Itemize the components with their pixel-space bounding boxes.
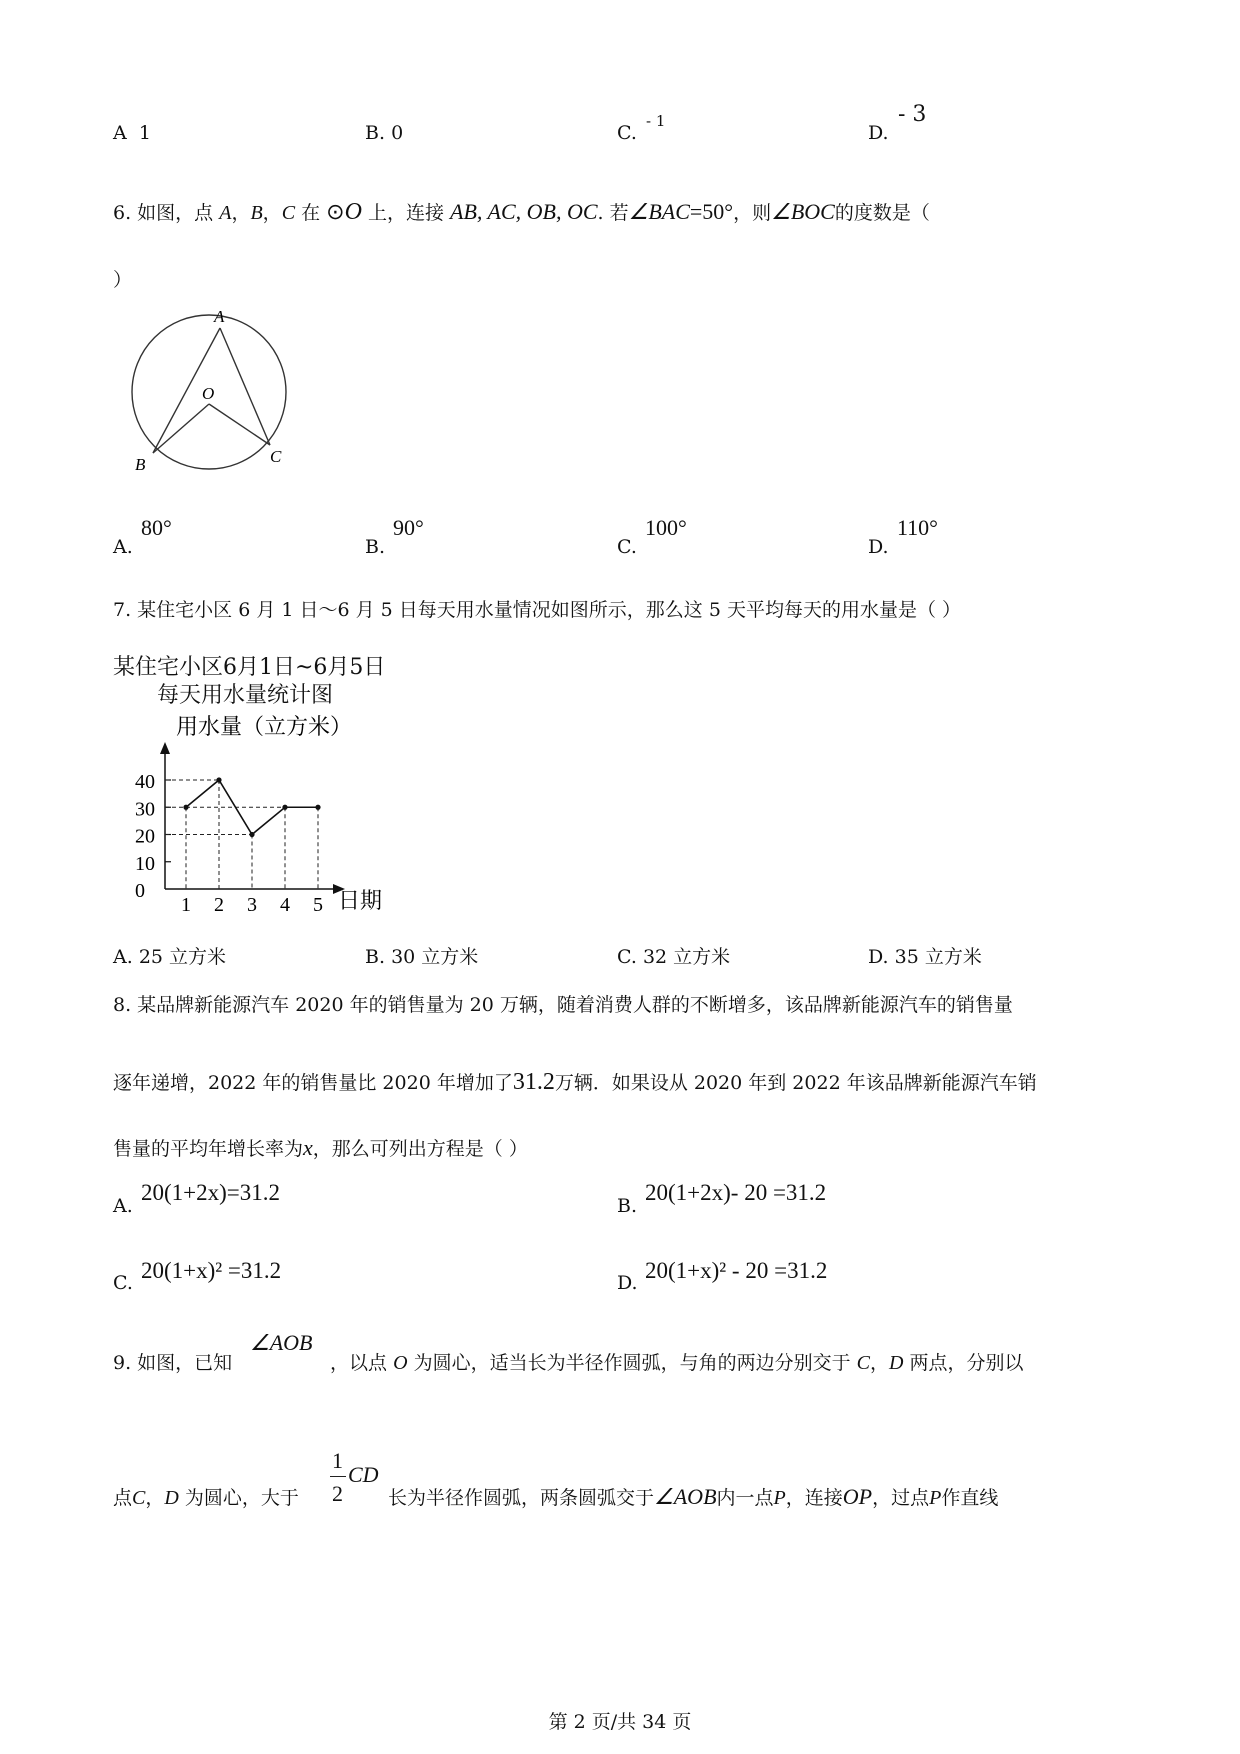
x-tick-label: 4 xyxy=(280,894,290,916)
x-tick-label: 3 xyxy=(247,894,257,916)
y-axis-arrow xyxy=(160,742,170,754)
q6-option-b-label: B. xyxy=(365,536,386,558)
q8-line2: 逐年递增，2022 年的销售量比 2020 年增加了31.2万辆．如果设从 2020 年到 2022 年该品牌新能源汽车销 xyxy=(113,1069,1037,1095)
q5-option-d-value: - 3 xyxy=(898,102,927,127)
y-tick-label: 20 xyxy=(135,825,155,848)
y-tick-label: 40 xyxy=(135,771,155,793)
q8-option-a-value: 20(1+2x)=31.2 xyxy=(141,1180,281,1205)
label-a: A xyxy=(214,307,225,326)
q8-line1: 8. 某品牌新能源汽车 2020 年的销售量为 20 万辆，随着消费人群的不断增多，该品牌新能源汽车的销售量 xyxy=(113,994,1013,1016)
q6-option-b-value: 90° xyxy=(393,515,424,540)
q5-option-c-value: - 1 xyxy=(646,112,666,130)
x-tick-label: 2 xyxy=(214,894,224,916)
q7-option-c: C. 32 立方米 xyxy=(617,946,731,968)
q8-option-b-value: 20(1+2x)- 20 =31.2 xyxy=(645,1180,827,1205)
q7-option-b: B. 30 立方米 xyxy=(365,946,479,968)
x-axis-label: 日期 xyxy=(338,888,383,913)
y-tick-label: 0 xyxy=(135,880,145,902)
q6-option-a-value: 80° xyxy=(141,515,172,540)
q9-cd: CD xyxy=(348,1462,379,1487)
chart-subtitle: 每天用水量统计图 xyxy=(157,683,334,708)
data-point xyxy=(315,805,320,810)
x-tick-label: 1 xyxy=(181,894,191,916)
x-tick-label: 5 xyxy=(313,894,323,916)
q9-line1-rest: ，以点 O 为圆心，适当长为半径作圆弧，与角的两边分别交于 C，D 两点，分别以 xyxy=(330,1352,1024,1374)
q6-option-d-value: 110° xyxy=(897,515,938,540)
q8-option-b-label: B. xyxy=(617,1195,638,1217)
q9-frac-denominator: 2 xyxy=(332,1481,343,1506)
q5-option-c: C. xyxy=(617,122,637,144)
q9-line2-start: 点C，D 为圆心，大于 xyxy=(113,1487,299,1509)
data-point xyxy=(216,777,221,782)
q6-option-c-label: C. xyxy=(617,536,637,558)
q6-option-a-label: A. xyxy=(113,536,133,558)
y-tick-label: 10 xyxy=(135,852,155,875)
q7-option-a: A. 25 立方米 xyxy=(113,946,227,968)
label-o: O xyxy=(202,384,215,403)
q6-option-c-value: 100° xyxy=(645,515,687,540)
label-c: C xyxy=(270,447,282,466)
data-point xyxy=(183,805,188,810)
data-point xyxy=(249,832,254,837)
q6-stem: 6. 如图，点 A，B，C 在 ⊙O 上，连接 AB, AC, OB, OC. 若∠BAC=50°，则∠BOC的度数是（ xyxy=(113,199,930,225)
q8-option-d-label: D. xyxy=(617,1272,638,1294)
q9-frac-numerator: 1 xyxy=(332,1448,343,1473)
q6-circle-figure xyxy=(120,300,300,480)
q9-line2-rest: 长为半径作圆弧，两条圆弧交于∠AOB内一点P，连接OP，过点P作直线 xyxy=(388,1484,999,1509)
q5-option-d: D. xyxy=(868,122,889,144)
q5-option-a: A 1 xyxy=(113,122,151,144)
y-tick-label: 30 xyxy=(135,798,155,821)
q8-option-c-value: 20(1+x)² =31.2 xyxy=(141,1258,282,1283)
q8-option-a-label: A. xyxy=(113,1195,133,1217)
q6-stem-close: ） xyxy=(113,269,133,291)
q6-option-d-label: D. xyxy=(868,536,889,558)
q9-line1-start: 9. 如图，已知 xyxy=(113,1352,233,1374)
q9-angle-aob: ∠AOB xyxy=(250,1330,313,1355)
q5-option-b: B. 0 xyxy=(365,122,404,144)
q8-option-d-value: 20(1+x)² - 20 =31.2 xyxy=(645,1258,828,1283)
q8-line3: 售量的平均年增长率为x，那么可列出方程是（ ） xyxy=(113,1135,528,1160)
q7-option-d: D. 35 立方米 xyxy=(868,946,982,968)
q9-frac-bar xyxy=(330,1476,346,1477)
q8-option-c-label: C. xyxy=(113,1272,133,1294)
page-footer: 第 2 页/共 34 页 xyxy=(548,1711,692,1733)
water-usage-line-chart xyxy=(110,712,410,917)
segment-ob xyxy=(153,404,209,453)
q7-stem: 7. 某住宅小区 6 月 1 日～6 月 5 日每天用水量情况如图所示，那么这 5 天平均每天的用水量是（ ） xyxy=(113,599,962,621)
label-b: B xyxy=(135,455,146,474)
chart-title: 某住宅小区6月1日~6月5日 xyxy=(113,655,386,680)
data-point xyxy=(282,805,287,810)
y-axis-label: 用水量（立方米） xyxy=(176,714,353,739)
